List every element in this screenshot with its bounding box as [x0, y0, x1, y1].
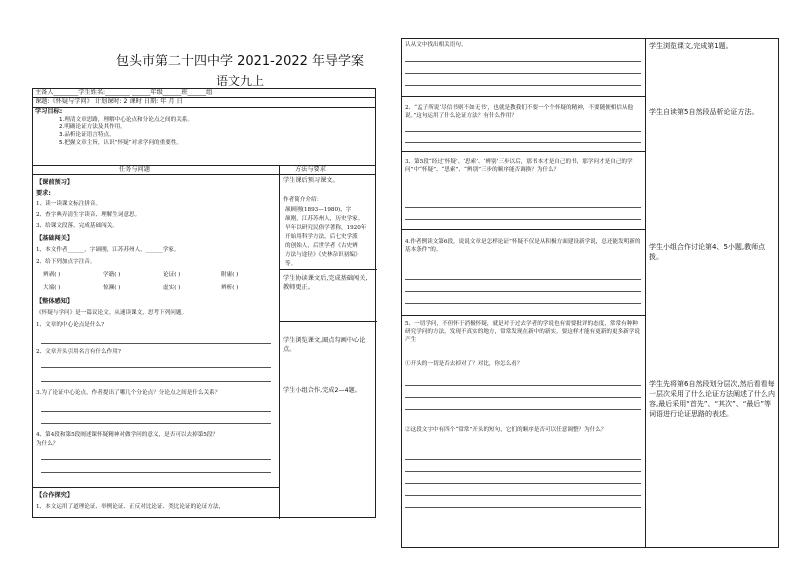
section-divider — [33, 487, 279, 488]
basic-heading: 【基础闯关】 — [36, 235, 74, 242]
method-note: 作者简介介绍： — [283, 197, 323, 203]
bio-line: 的创始人，后世学者《古史辨 — [285, 243, 358, 249]
basic-question: 1、本文作者______，字颉刚，江苏苏州人，______学家。 — [36, 247, 180, 253]
bio-line: 早年以研究民俗学著称，1920年 — [285, 225, 367, 231]
coop-question: 1、本文运用了道理论证、举例论证、正反对比论证、类比论证的论证方法， — [36, 504, 225, 510]
overall-question: 1、文章的中心论点是什么? — [36, 322, 105, 328]
question-text: 3、第5段“经过‘怀疑’、‘思索’、‘辨别’三步以后，那书本才是自己的书，那学问才是自己的学问”中“怀疑”、“思索”、“辨别”三步的顺序能否调换？为什么？ — [405, 159, 633, 173]
bio-line: 颉顾刚(1893—1980)，字 — [285, 207, 352, 213]
answer-line[interactable] — [405, 291, 641, 292]
pinyin-item[interactable]: 辨剥( ) — [43, 272, 61, 278]
method-note: 学生先将第6自然段划分层次,然后看看每一层次采用了什么论证方法阐述了什么内容,最后采用“首先”、“其次”、“最后”等词语进行论证思路的表述。 — [649, 380, 775, 418]
answer-line[interactable] — [41, 472, 271, 473]
pinyin-item[interactable]: 虚实( ) — [163, 285, 181, 291]
pinyin-item[interactable]: 大端( ) — [43, 285, 61, 291]
pinyin-item[interactable]: 论证( ) — [163, 272, 181, 278]
answer-line[interactable] — [405, 73, 641, 74]
req-item: 3、给课文段落，完成基础闯关。 — [36, 223, 118, 229]
answer-line[interactable] — [405, 495, 641, 496]
answer-line[interactable] — [405, 207, 641, 208]
right-sheet — [401, 38, 779, 548]
info-row-2: 课题:《怀疑与学问》 计划课时: 2 课时 日期: 年 月 日 — [33, 98, 375, 108]
pinyin-item[interactable]: 惊濒( ) — [103, 285, 121, 291]
method-note: 学生浏览课文,圈点勾画中心论点。 — [283, 337, 366, 353]
answer-line[interactable] — [41, 411, 271, 412]
overall-question: 3.为了论证中心论点，作者提出了哪几个分论点？分论点之间是什么关系？ — [36, 390, 221, 396]
task-header: 任务与问题 — [119, 166, 150, 173]
answer-line[interactable] — [405, 459, 641, 460]
method-note: 学生课后预习课文。 — [283, 177, 339, 184]
requirements-label: 要求: — [36, 190, 51, 197]
req-item: 2、查字典弄清生字读音、理解生词意思。 — [36, 212, 141, 218]
answer-line[interactable] — [405, 385, 641, 386]
answer-line[interactable] — [41, 381, 271, 382]
answer-line[interactable] — [41, 459, 271, 460]
overall-question: 4、第4段和第5段阐述课怀疑精神对做学问的意义，是否可以去掉第5段？ — [36, 432, 219, 438]
preview-heading: 【课前预习】 — [36, 179, 74, 186]
goal-item: 3.品析论证语言特点。 — [59, 132, 115, 139]
bio-line: 开始用科学方法，后七史学派 — [285, 234, 358, 240]
section-divider — [402, 151, 645, 152]
answer-line[interactable] — [405, 142, 641, 143]
goals-heading: 学习目标: — [35, 108, 63, 115]
method-note: 学生浏览课文,完成第1题。 — [649, 42, 733, 50]
answer-line[interactable] — [405, 131, 641, 132]
goal-item: 2.明确论证方法及其作用。 — [59, 124, 126, 131]
overall-intro: 《怀疑与学问》是一篇议论文。从速读课文，思考下列问题。 — [36, 310, 188, 316]
answer-line[interactable] — [405, 507, 641, 508]
answer-line[interactable] — [41, 343, 271, 344]
pinyin-item[interactable]: 学籍( ) — [103, 272, 121, 278]
column-divider — [645, 39, 646, 547]
goal-item: 5.把握文章主旨，认识“怀疑”对求学问的重要性。 — [59, 139, 183, 146]
bio-line: 颉刚，江苏苏州人，历史学家。 — [285, 216, 364, 222]
method-note: 学生小组合作讨论第4、5小题,教师点拨。 — [649, 243, 766, 261]
pinyin-item[interactable]: 附庸( ) — [221, 272, 239, 278]
question-text: 5、一切学问，不但怀于消极怀疑，就是对于过去学者的学说也有需要批评的态度，常常有种种研究学问的方法，发现不真实的地方，常常发现在新中的新实。要这样才能有更新的更多新学说产生 — [405, 321, 640, 343]
goals-section — [33, 108, 375, 166]
method-header: 方法与要求 — [295, 166, 326, 173]
question-text: 4.作者例读文第6段，说说文章是怎样论证”怀疑不仅是从积极方面建设新学说，总还能发明新的基本条件”的。 — [405, 239, 641, 253]
section-divider — [402, 96, 645, 97]
section-divider — [279, 269, 377, 270]
answer-line[interactable] — [405, 85, 641, 86]
question-text: 2、“孟子所说‘尽信书则不如无书’，也就是教我们不要一个个怀疑的精神，不要随便相信从他说。”这句运用了什么论证方法？有什么作用？ — [405, 105, 634, 119]
overall-heading: 【整体感知】 — [36, 298, 74, 305]
method-note: 学生协读课文后,完成基础闯关,教师更正。 — [283, 275, 368, 291]
info-row-1: 主备人________学生姓名:________ ______年级______班______组 — [33, 89, 375, 98]
answer-line[interactable] — [405, 219, 641, 220]
section-divider — [402, 315, 645, 316]
column-divider — [279, 166, 280, 519]
table-header-row — [33, 166, 375, 175]
answer-line[interactable] — [405, 409, 641, 410]
overall-question: 2、文章开头引用名言有什么作用? — [36, 349, 121, 355]
answer-line[interactable] — [405, 61, 641, 62]
pinyin-item[interactable]: 辨析( ) — [221, 285, 239, 291]
goal-item: 1.理清文章思路，理解中心论点和分论点之间的关系。 — [59, 116, 193, 123]
sub-question: ①开头的一切是否去掉对了？对比，你怎么看？ — [405, 361, 523, 367]
answer-line[interactable] — [405, 483, 641, 484]
coop-heading: 【合作探究】 — [36, 492, 74, 499]
answer-line[interactable] — [41, 367, 271, 368]
left-sheet — [32, 88, 376, 518]
answer-line[interactable] — [41, 423, 271, 424]
bio-line: 方法与途径》《史林杂识初编》 — [285, 252, 361, 258]
section-divider — [402, 229, 645, 230]
basic-question: 2、给下列加点字注音。 — [36, 259, 96, 265]
page-title: 包头市第二十四中学 2021-2022 年导学案 — [115, 54, 365, 69]
page-subtitle: 语文九上 — [215, 74, 264, 88]
overall-question-cont: 为什么？ — [36, 441, 59, 447]
bio-line: 等。 — [285, 261, 297, 267]
method-note: 学生小组合作,完成2—4题。 — [283, 387, 361, 394]
req-item: 1、读一读课文标注拼音。 — [36, 201, 102, 207]
answer-line[interactable] — [405, 279, 641, 280]
answer-line[interactable] — [405, 303, 641, 304]
answer-line[interactable] — [405, 397, 641, 398]
section-divider — [279, 321, 377, 322]
method-note: 学生自读第5自然段品析论证方法。 — [649, 108, 759, 116]
sub-question: ②这段文字中有四个“常常”开头的短句，它们的顺序是否可以任意调整？为什么？ — [405, 427, 607, 433]
answer-line[interactable] — [405, 471, 641, 472]
question-text: 认从文中找出相关语句。 — [405, 42, 467, 48]
